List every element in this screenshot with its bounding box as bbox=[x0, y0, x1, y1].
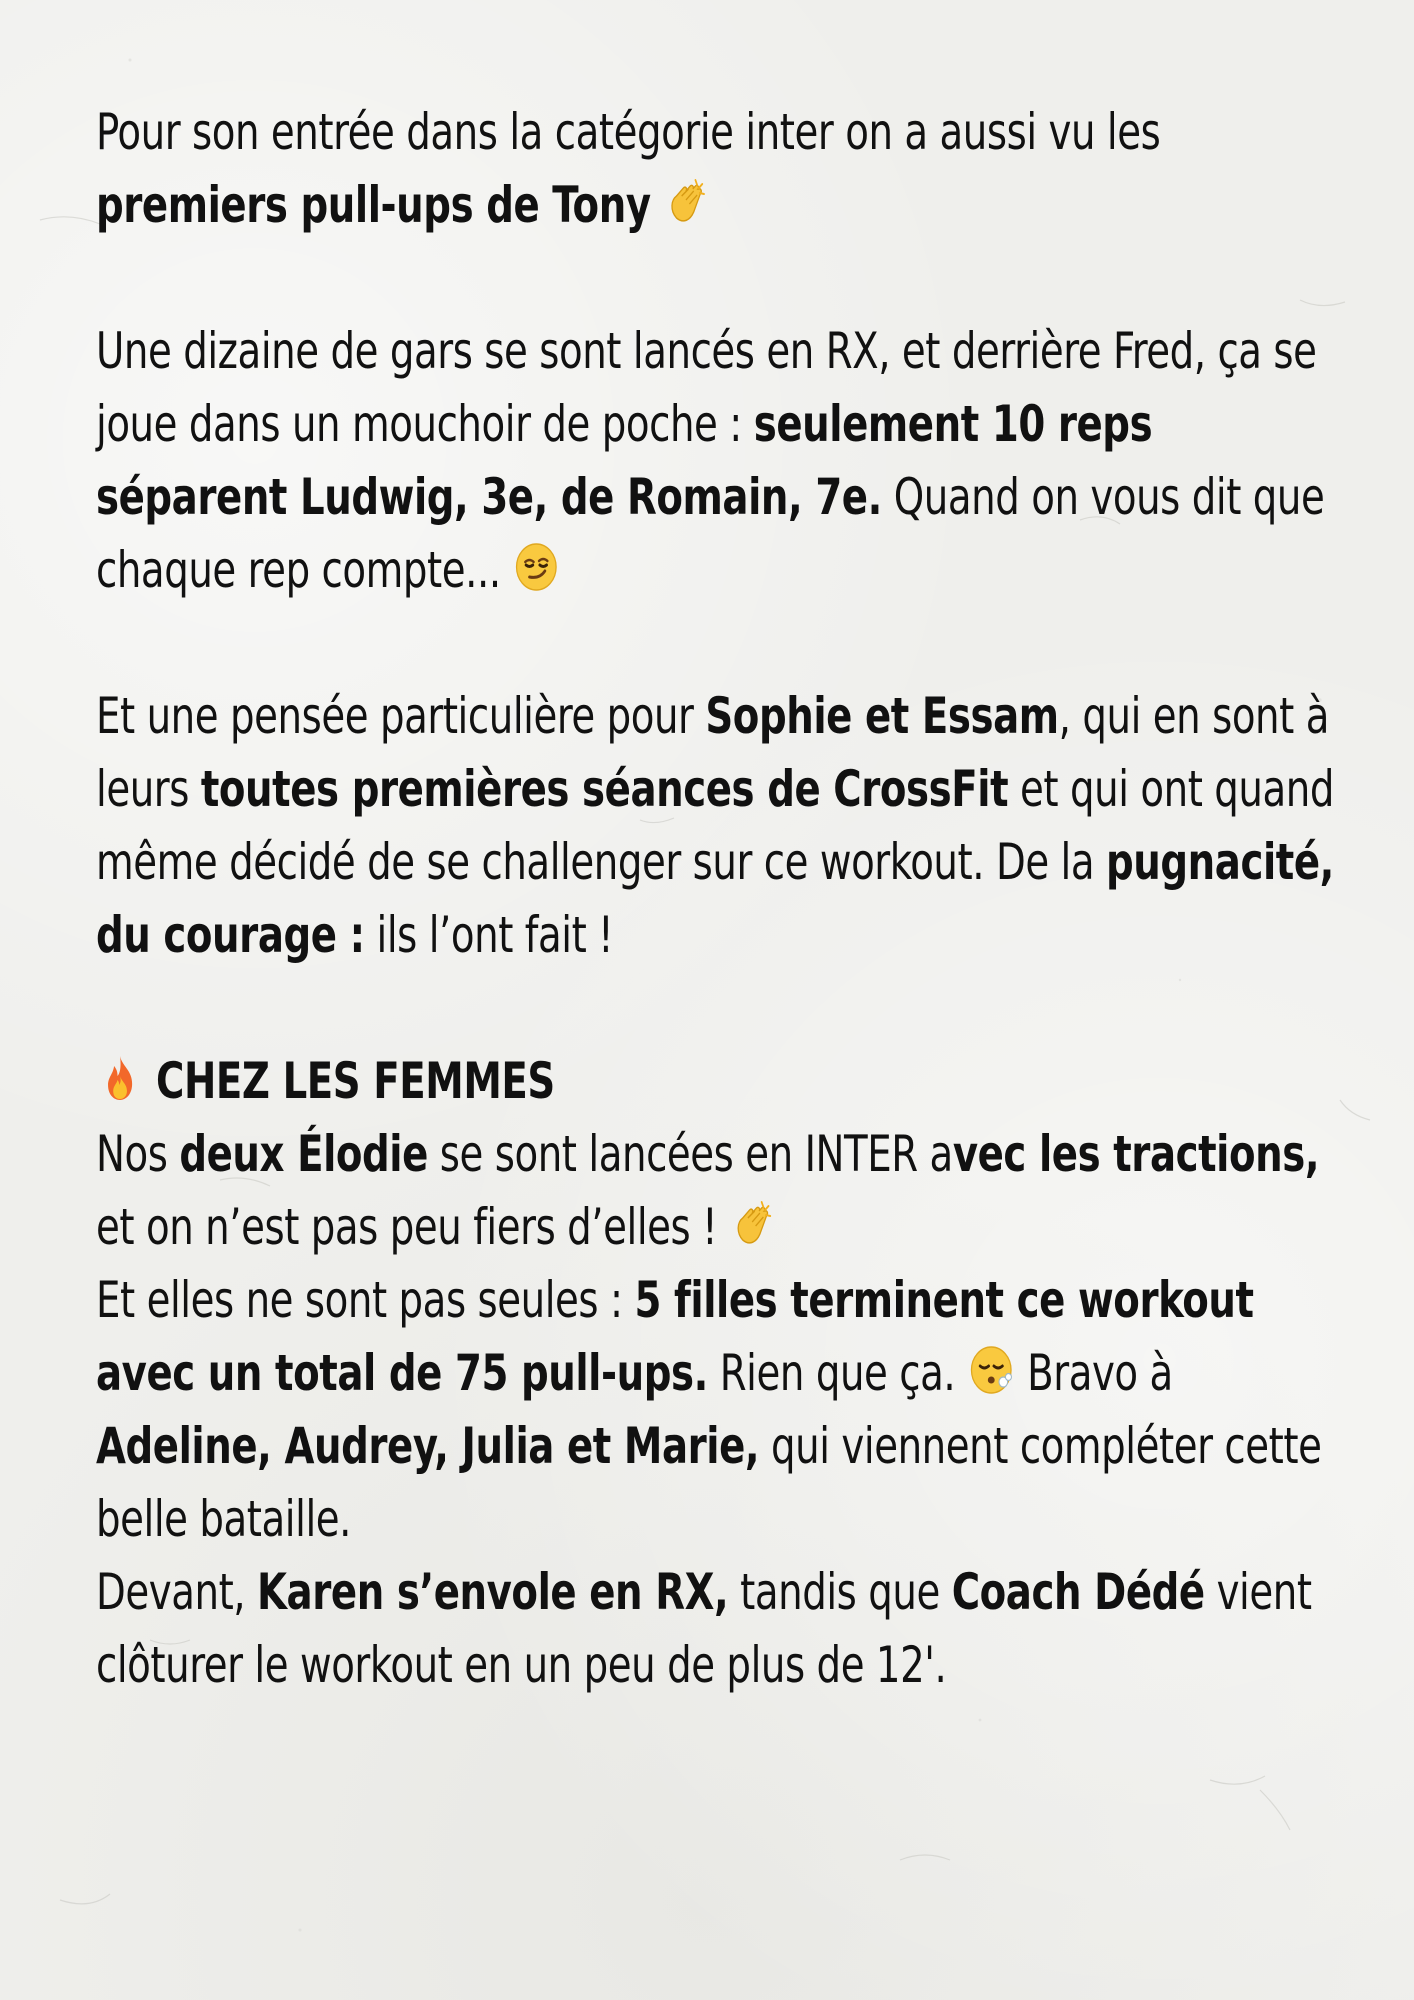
clapping-hands-icon bbox=[664, 176, 709, 228]
bold-text: Karen s’envole en RX, bbox=[257, 1563, 729, 1621]
text: Une dizaine de gars se sont lancés en RX, et derrière Fred, ça se joue dans un mouchoir de poche : bbox=[96, 322, 1317, 453]
text: et qui ont quand même décidé de se challenger sur ce workout. De la bbox=[96, 760, 1335, 891]
exhaling-face-icon bbox=[969, 1344, 1014, 1396]
text: Nos bbox=[96, 1125, 180, 1183]
paragraph-sophie-essam bbox=[96, 680, 1346, 972]
paragraph-tony bbox=[96, 96, 1346, 242]
text: Et elles ne sont pas seules : bbox=[96, 1271, 635, 1329]
text: Bravo à bbox=[1015, 1344, 1173, 1402]
bold-text: Sophie et Essam bbox=[705, 687, 1059, 745]
text: Et une pensée particulière pour bbox=[96, 687, 706, 745]
article-body bbox=[96, 96, 1346, 1702]
text: Rien que ça. bbox=[707, 1344, 968, 1402]
text: et on n’est pas peu fiers d’elles ! bbox=[96, 1198, 730, 1256]
clapping-hands-icon bbox=[731, 1198, 776, 1250]
section-women bbox=[96, 1045, 1346, 1702]
text: ils l’ont fait ! bbox=[364, 906, 614, 964]
text: qui viennent compléter cette belle bataille. bbox=[96, 1417, 1322, 1548]
text: se sont lancées en INTER a bbox=[427, 1125, 953, 1183]
text: Devant, bbox=[96, 1563, 258, 1621]
bold-text: toutes premières séances de CrossFit bbox=[200, 760, 1009, 818]
bold-text: premiers pull-ups de Tony bbox=[96, 176, 651, 234]
text: vient clôturer le workout en un peu de plus de 12'. bbox=[96, 1563, 1312, 1694]
text: Quand on vous dit que chaque rep compte... bbox=[96, 468, 1325, 599]
fire-icon bbox=[98, 1052, 143, 1104]
bold-text: seulement 10 reps séparent Ludwig, 3e, de Romain, 7e. bbox=[96, 395, 1153, 526]
bold-text: 5 filles terminent ce workout avec un total de 75 pull-ups. bbox=[96, 1271, 1254, 1402]
bold-text: pugnacité, du courage : bbox=[96, 833, 1334, 964]
paragraph-rx-men bbox=[96, 315, 1346, 607]
section-heading: CHEZ LES FEMMES bbox=[156, 1052, 555, 1110]
bold-text: deux Élodie bbox=[179, 1125, 428, 1183]
text: tandis que bbox=[728, 1563, 952, 1621]
smirking-face-icon bbox=[514, 541, 559, 593]
bold-text: vec les tractions, bbox=[952, 1125, 1320, 1183]
bold-text: Adeline, Audrey, Julia et Marie, bbox=[96, 1417, 760, 1475]
text: Pour son entrée dans la catégorie inter on a aussi vu les bbox=[96, 103, 1161, 161]
text: , qui en sont à leurs bbox=[96, 687, 1330, 818]
bold-text: Coach Dédé bbox=[951, 1563, 1205, 1621]
